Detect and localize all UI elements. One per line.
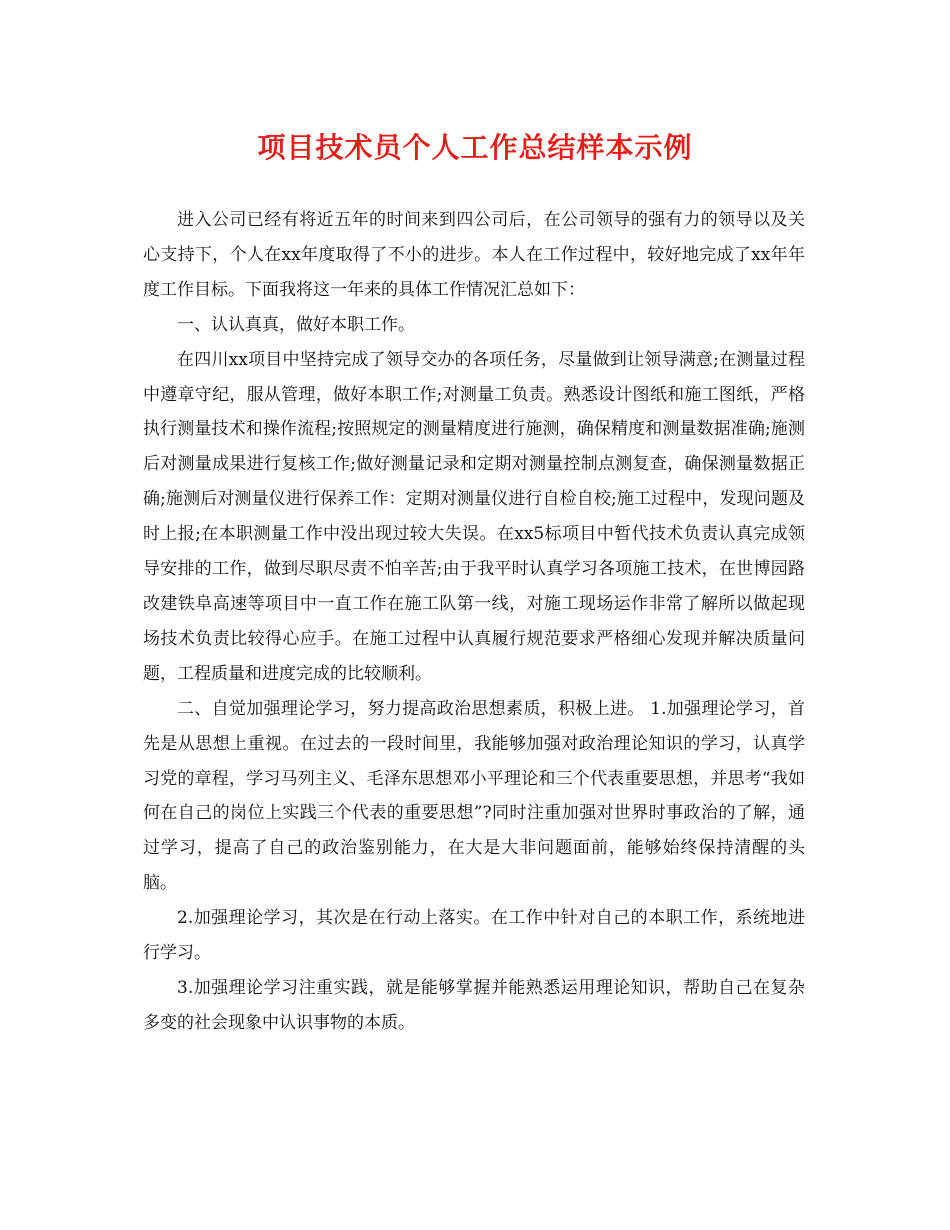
paragraph-item-3: 3.加强理论学习注重实践，就是能够掌握并能熟悉运用理论知识，帮助自己在复杂多变的社会现象中认识事物的本质。 [143, 977, 805, 1033]
paragraph-section-1-body: 在四川xx项目中坚持完成了领导交办的各项任务，尽量做到让领导满意;在测量过程中遵章守纪，服从管理，做好本职工作;对测量工负责。熟悉设计图纸和施工图纸，严格执行测量技术和操作流程;按照规定的测量精度进行施测，确保精度和测量数据准确;施测后对测量成果进行复核工作;做好测量记录和定期对测量控制点测复查，确保测量数据正确;施测后对测量仪进行保养工作：定期对测量仪进行自检自校;施工过程中，发现问题及时上报;在本职测量工作中没出现过较大失误。在xx5标项目中暂代技术负责认真完成领导安排的工作，做到尽职尽责不怕辛苦;由于我平时认真学习各项施工技术，在世博园路改建铁阜高速等项目中一直工作在施工队第一线，对施工现场运作非常了解所以做起现场技术负责比较得心应手。在施工过程中认真履行规范要求严格细心发现并解决质量问题，工程质量和进度完成的比较顺利。 [143, 349, 805, 684]
document-body [143, 203, 805, 1041]
paragraph-section-1-heading: 一、认认真真，做好本职工作。 [177, 314, 415, 335]
paragraph-section-2: 二、自觉加强理论学习，努力提高政治思想素质，积极上进。 1.加强理论学习，首先是从思想上重视。在过去的一段时间里，我能够加强对政治理论知识的学习，认真学习党的章程，学习马列主义、毛泽东思想邓小平理论和三个代表重要思想，并思考“我如何在自己的岗位上实践三个代表的重要思想”?同时注重加强对世界时事政治的了解，通过学习，提高了自己的政治鉴别能力，在大是大非问题面前，能够始终保持清醒的头脑。 [143, 698, 805, 894]
paragraph-item-2: 2.加强理论学习，其次是在行动上落实。在工作中针对自己的本职工作，系统地进行学习。 [143, 908, 805, 964]
paragraph-intro: 进入公司已经有将近五年的时间来到四公司后，在公司领导的强有力的领导以及关心支持下，个人在xx年度取得了不小的进步。本人在工作过程中，较好地完成了xx年年度工作目标。下面我将这一年来的具体工作情况汇总如下： [143, 210, 805, 300]
document-title: 项目技术员个人工作总结样本示例 [257, 131, 693, 164]
